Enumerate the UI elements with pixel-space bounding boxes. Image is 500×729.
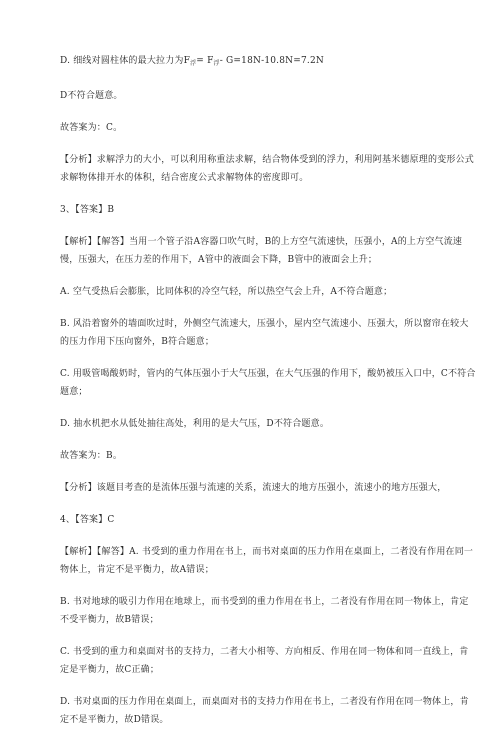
q4-header: 4、【答案】C: [60, 515, 115, 525]
q4-explanation: 【解析】【解答】A. 书受到的重力作用在书上，而书对桌面的压力作用在桌面上，二者没有作用在同一物体上，肯定不是平衡力，故A错误；: [60, 547, 474, 575]
q3-explanation: 【解析】【解答】当用一个管子沿A容器口吹气时，B的上方空气流速快，压强小，A的上方空气流速慢，压强大，在压力差的作用下，A管中的液面会下降，B管中的液面会上升；: [60, 237, 463, 265]
q2-d-conclusion: D不符合题意。: [60, 91, 123, 101]
document-page: [60, 52, 476, 729]
q4-option-c: C. 书受到的重力和桌面对书的支持力，二者大小相等、方向相反、作用在同一物体和同一直线上，肯定是平衡力，故C正确；: [60, 647, 469, 675]
q3-analysis: 【分析】该题目考查的是流体压强与流速的关系，流速大的地方压强小，流速小的地方压强大，: [60, 483, 447, 493]
q2-answer: 故答案为：C。: [60, 123, 123, 133]
q4-option-b: B. 书对地球的吸引力作用在地球上，而书受到的重力作用在书上，二者没有作用在同一物体上，肯定不受平衡力，故B错误；: [60, 597, 469, 625]
q4-option-d: D. 书对桌面的压力作用在桌面上，而桌面对书的支持力作用在书上，二者没有作用在同一物体上，肯定不是平衡力，故D错误。: [60, 697, 469, 725]
q2-d-tail: - G=18N-10.8N=7.2N: [219, 56, 324, 66]
q2-d-text: D. 细线对圆柱体的最大拉力为F: [60, 56, 191, 66]
q3-option-d: D. 抽水机把水从低处抽往高处，利用的是大气压，D不符合题意。: [60, 419, 330, 429]
q2-d-mid: = F: [196, 56, 214, 66]
q3-option-b: B. 风沿着窗外的墙面吹过时，外侧空气流速大，压强小，屋内空气流速小、压强大，所以窗帘在较大的压力作用下压向窗外，B符合题意；: [60, 319, 469, 347]
subscript: 浮: [190, 60, 197, 67]
q2-analysis: 【分析】求解浮力的大小，可以利用称重法求解，结合物体受到的浮力，利用阿基米德原理的变形公式求解物体排开水的体积，结合密度公式求解物体的密度即可。: [60, 155, 475, 183]
q2-option-d: [60, 52, 476, 73]
subscript: 浮: [213, 60, 220, 67]
q3-answer: 故答案为：B。: [60, 451, 123, 461]
q3-header: 3、【答案】B: [60, 205, 115, 215]
q3-option-a: A. 空气受热后会膨胀，比同体积的冷空气轻，所以热空气会上升，A不符合题意；: [60, 287, 393, 297]
q3-option-c: C. 用吸管喝酸奶时，管内的气体压强小于大气压强，在大气压强的作用下，酸奶被压入口中，C不符合题意；: [60, 369, 476, 397]
